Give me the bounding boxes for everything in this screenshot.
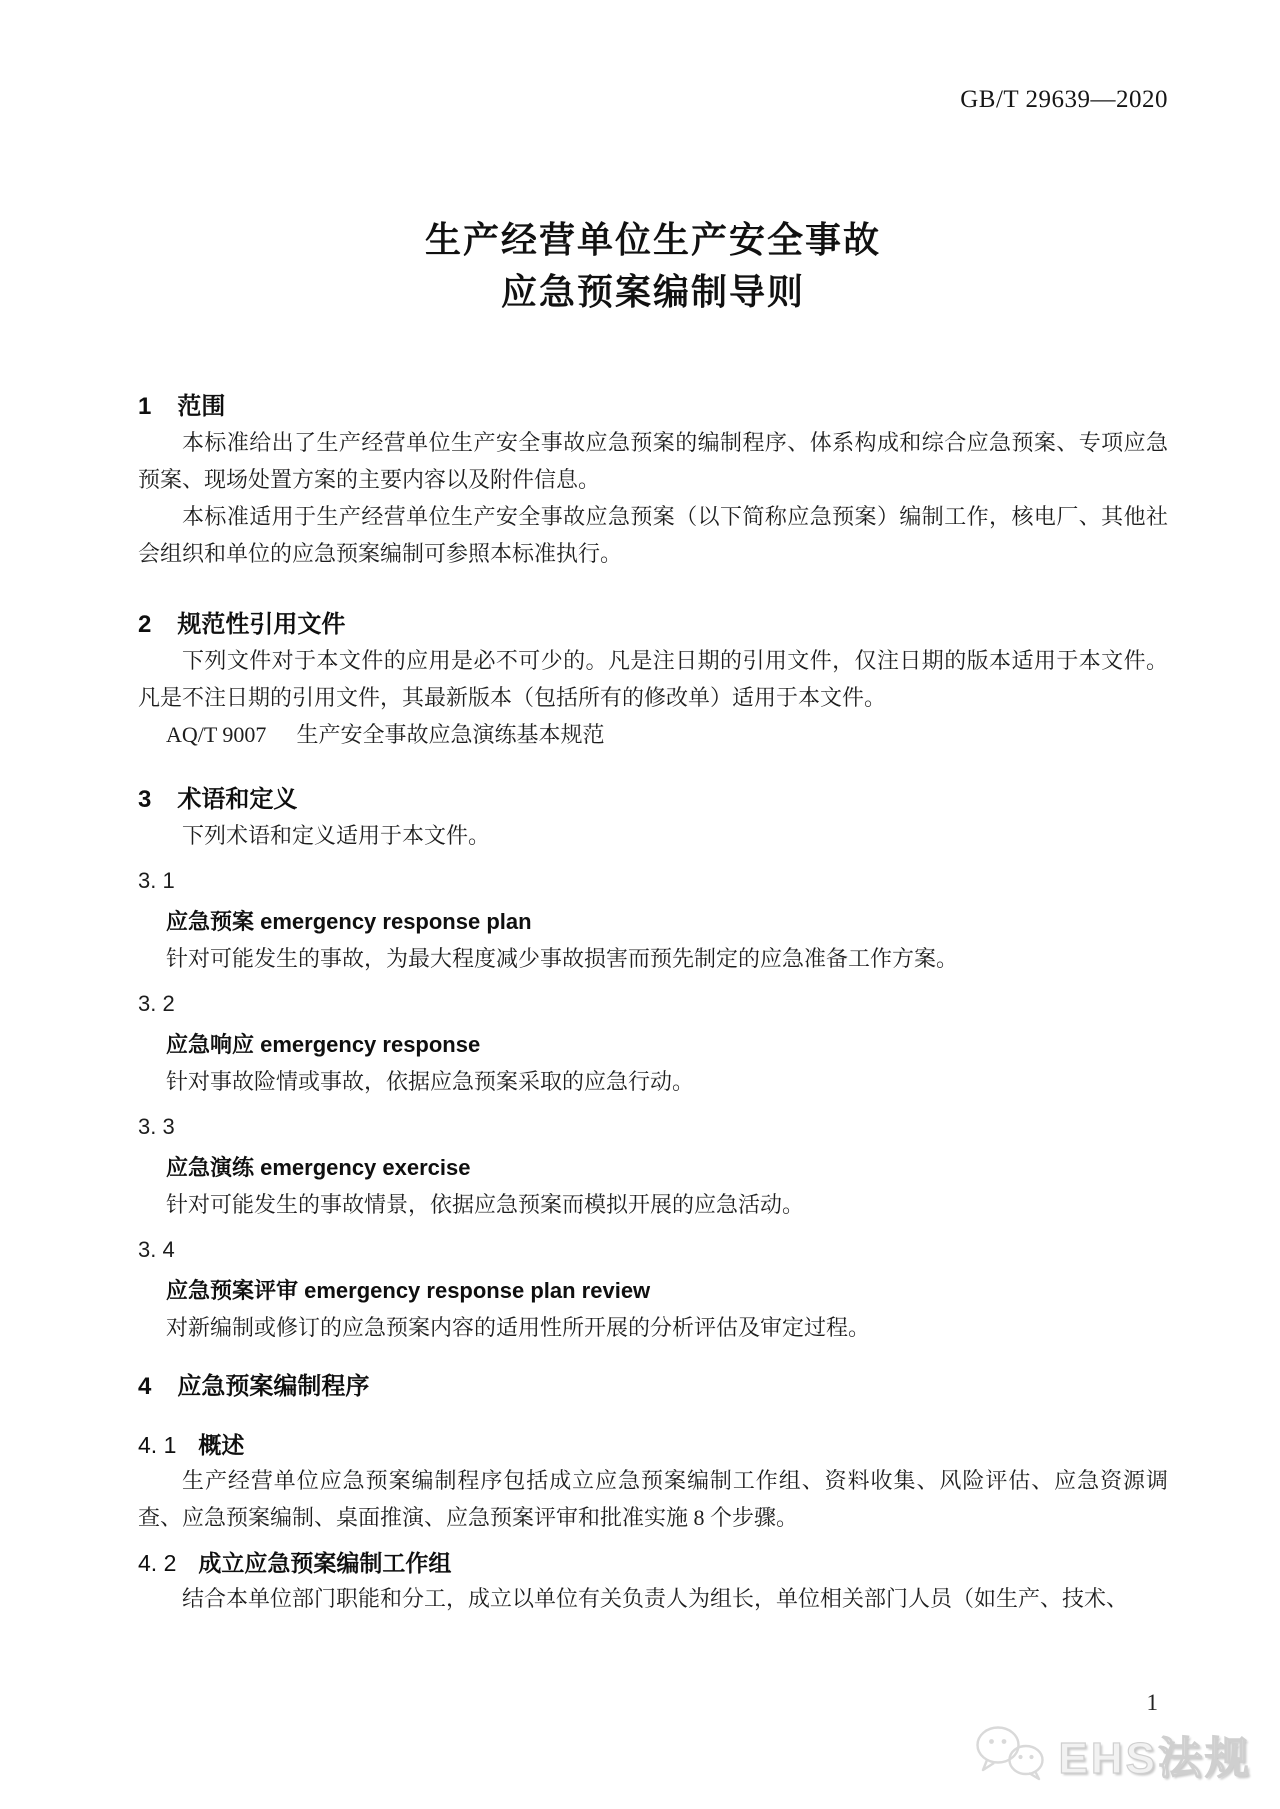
section-4-title: 应急预案编制程序 [177,1373,370,1400]
section-3-heading [138,783,1168,817]
term-3-2 [138,985,1168,1100]
term-3-4-name: 应急预案评审 emergency response plan review [166,1278,651,1303]
section-3-title: 术语和定义 [177,786,298,813]
section-2-title: 规范性引用文件 [177,611,346,638]
document-title [138,214,1168,318]
section-3-intro: 下列术语和定义适用于本文件。 [182,823,491,848]
term-3-4-number: 3. 4 [138,1237,175,1262]
section-4-1-paragraph: 生产经营单位应急预案编制程序包括成立应急预案编制工作组、资料收集、风险评估、应急资源调查、应急预案编制、桌面推演、应急预案评审和批准实施 8 个步骤。 [138,1468,1168,1530]
term-3-2-definition: 针对事故险情或事故，依据应急预案采取的应急行动。 [166,1069,695,1094]
term-3-1-name: 应急预案 emergency response plan [166,909,532,934]
wechat-icon [973,1723,1051,1785]
normative-reference [138,716,1168,753]
term-3-3 [138,1108,1168,1223]
standard-number: GB/T 29639—2020 [960,86,1168,113]
section-1-title: 范围 [177,393,226,420]
section-4-1-heading [138,1428,1168,1462]
page-number: 1 [1146,1690,1158,1715]
section-4-2-title: 成立应急预案编制工作组 [198,1550,452,1576]
section-2-number: 2 [138,611,152,638]
section-4-2-paragraph: 结合本单位部门职能和分工，成立以单位有关负责人为组长，单位相关部门人员（如生产、技术、 [182,1586,1129,1611]
term-3-4-definition: 对新编制或修订的应急预案内容的适用性所开展的分析评估及审定过程。 [166,1315,871,1340]
reference-code: AQ/T 9007 [166,722,267,747]
section-4-2-heading [138,1546,1168,1580]
term-3-1-definition: 针对可能发生的事故，为最大程度减少事故损害而预先制定的应急准备工作方案。 [166,946,959,971]
section-4-number: 4 [138,1373,152,1400]
section-1-heading [138,390,1168,424]
section-4-1-number: 4. 1 [138,1432,177,1458]
term-3-2-name: 应急响应 emergency response [166,1032,481,1057]
section-2-heading [138,608,1168,642]
section-3-number: 3 [138,786,152,813]
section-2-paragraph-1: 下列文件对于本文件的应用是必不可少的。凡是注日期的引用文件，仅注日期的版本适用于本文件。凡是不注日期的引用文件，其最新版本（包括所有的修改单）适用于本文件。 [138,648,1168,710]
section-1-paragraph-1: 本标准给出了生产经营单位生产安全事故应急预案的编制程序、体系构成和综合应急预案、专项应急预案、现场处置方案的主要内容以及附件信息。 [138,430,1168,492]
term-3-4 [138,1231,1168,1346]
watermark-text: EHS法规 [1058,1734,1252,1783]
term-3-1 [138,862,1168,977]
section-4-heading [138,1370,1168,1404]
term-3-3-definition: 针对可能发生的事故情景，依据应急预案而模拟开展的应急活动。 [166,1192,805,1217]
section-1-number: 1 [138,393,152,420]
term-3-3-number: 3. 3 [138,1114,175,1139]
section-4-1-title: 概述 [198,1432,245,1458]
term-3-3-name: 应急演练 emergency exercise [166,1155,471,1180]
section-4-2-number: 4. 2 [138,1550,177,1576]
section-1-paragraph-2: 本标准适用于生产经营单位生产安全事故应急预案（以下简称应急预案）编制工作，核电厂、其他社会组织和单位的应急预案编制可参照本标准执行。 [138,504,1168,566]
term-3-1-number: 3. 1 [138,868,175,893]
watermark [973,1722,1252,1786]
reference-title: 生产安全事故应急演练基本规范 [296,722,605,747]
document-title-line2: 应急预案编制导则 [500,271,805,312]
term-3-2-number: 3. 2 [138,991,175,1016]
document-title-line1: 生产经营单位生产安全事故 [424,219,881,260]
